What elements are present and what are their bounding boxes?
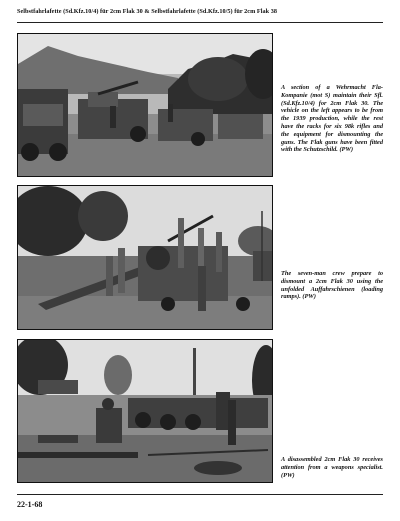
photo-crew-dismounting-flak (17, 185, 273, 330)
photo-caption: The seven-man crew prepare to dismount a 2cm Flak 30 using the unfolded Auffahrschienen (loading ramps). (PW) (281, 270, 383, 301)
page-number: 22-1-68 (17, 500, 43, 509)
photo-disassembled-flak (17, 339, 273, 483)
photo-caption: A section of a Wehrmacht Fla-Kompanie (mot S) maintain their Sfl. (Sd.Kfz.10/4) for 2cm Flak 30. The vehicle on the left appears to be from the 1939 production, while the rest have the racks for six 98k rifles and the equipment for dismounting the guns. The Flak guns have been fitted with the Schutzschild. (PW) (281, 84, 383, 154)
photo-halftracks-maintenance (17, 33, 273, 177)
photo-caption: A disassembled 2cm Flak 30 receives attention from a weapons specialist. (PW) (281, 456, 383, 479)
running-header: Selbstfahrlafette (Sd.Kfz.10/4) für 2cm Flak 30 & Selbstfahrlafette (Sd.Kfz.10/5) für 2cm Flak 38 (17, 8, 277, 15)
header-rule (17, 22, 383, 23)
footer-rule (17, 494, 383, 495)
